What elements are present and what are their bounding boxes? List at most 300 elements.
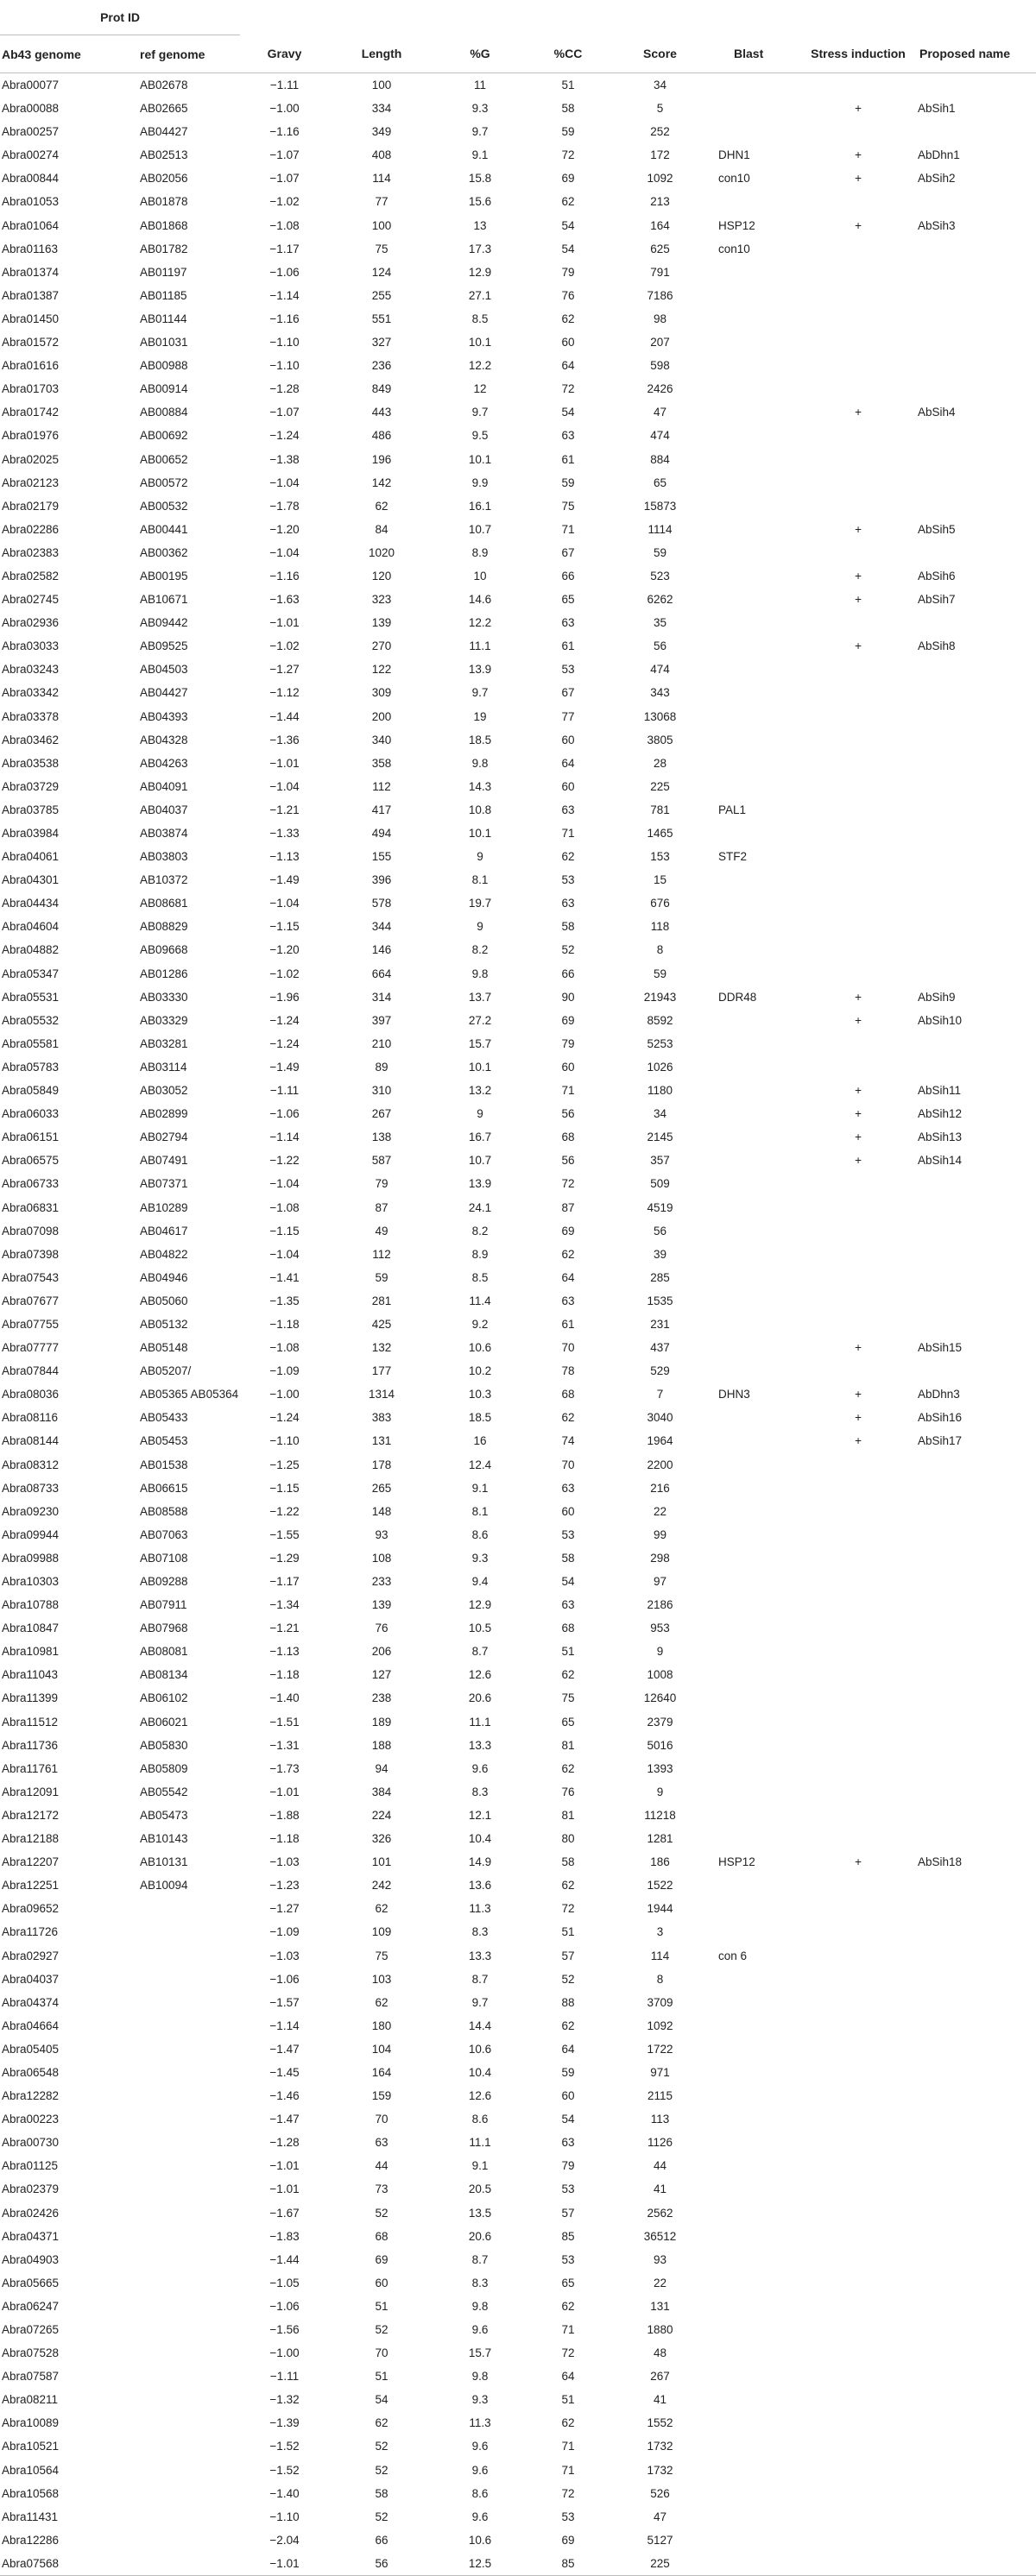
cell-score: 22 bbox=[654, 1504, 667, 1518]
cell-percent-cc: 72 bbox=[561, 2346, 575, 2360]
cell-percent-g: 11.1 bbox=[469, 2136, 491, 2150]
cell-gravy: −1.29 bbox=[269, 1551, 300, 1565]
cell-proposed-name: AbSih14 bbox=[918, 1154, 963, 1168]
cell-blast bbox=[710, 1149, 799, 1172]
cell-stress-induction: + bbox=[855, 1107, 862, 1121]
cell-blast bbox=[710, 1009, 799, 1032]
cell-blast: con10 bbox=[718, 242, 750, 255]
cell-ab43-genome: Abra07777 bbox=[2, 1341, 60, 1355]
cell-length: 206 bbox=[371, 1645, 392, 1659]
cell-length: 238 bbox=[371, 1691, 392, 1705]
table-row bbox=[0, 1102, 1036, 1125]
table-row bbox=[0, 2388, 1036, 2411]
cell-ab43-genome: Abra12091 bbox=[2, 1785, 60, 1798]
cell-score: 357 bbox=[650, 1154, 670, 1168]
cell-ref-genome: AB05809 bbox=[140, 1761, 188, 1775]
cell-percent-g: 13.9 bbox=[468, 1177, 492, 1191]
cell-ref-genome: AB01782 bbox=[140, 242, 188, 255]
cell-percent-cc: 58 bbox=[561, 1551, 575, 1565]
col-header-ref-genome: ref genome bbox=[138, 35, 240, 73]
cell-stress-induction: + bbox=[855, 1154, 862, 1168]
cell-gravy: −1.18 bbox=[269, 1317, 300, 1331]
cell-score: 11218 bbox=[644, 1808, 676, 1822]
table-row bbox=[0, 2482, 1036, 2505]
cell-stress-induction bbox=[799, 2482, 918, 2505]
cell-ab43-genome: Abra07098 bbox=[2, 1224, 60, 1238]
cell-score: 231 bbox=[650, 1317, 670, 1331]
cell-blast: con 6 bbox=[718, 1949, 748, 1962]
cell-stress-induction bbox=[799, 190, 918, 213]
cell-score: 59 bbox=[654, 967, 667, 980]
cell-percent-g: 9.5 bbox=[471, 429, 489, 443]
cell-percent-cc: 72 bbox=[561, 2486, 575, 2500]
cell-ab43-genome: Abra04434 bbox=[2, 897, 60, 910]
cell-stress-induction bbox=[799, 2341, 918, 2365]
table-row bbox=[0, 752, 1036, 775]
cell-percent-cc: 58 bbox=[561, 920, 575, 934]
cell-blast bbox=[710, 400, 799, 424]
cell-percent-cc: 63 bbox=[561, 616, 575, 630]
cell-blast bbox=[710, 1313, 799, 1336]
cell-gravy: −1.04 bbox=[269, 897, 300, 910]
cell-ab43-genome: Abra00274 bbox=[2, 148, 60, 162]
cell-ref-genome: AB08081 bbox=[140, 1645, 188, 1659]
cell-gravy: −1.52 bbox=[269, 2463, 300, 2477]
cell-ab43-genome: Abra07265 bbox=[2, 2323, 60, 2336]
cell-gravy: −1.47 bbox=[269, 2113, 300, 2126]
cell-proposed-name bbox=[918, 471, 1036, 494]
cell-stress-induction: + bbox=[855, 1855, 862, 1869]
cell-percent-cc: 69 bbox=[561, 1013, 575, 1027]
cell-gravy: −1.02 bbox=[269, 195, 300, 209]
table-row bbox=[0, 1406, 1036, 1429]
cell-gravy: −1.16 bbox=[269, 569, 300, 583]
cell-gravy: −1.07 bbox=[269, 406, 300, 419]
cell-ref-genome: AB03329 bbox=[140, 1013, 188, 1027]
cell-ref-genome: AB01197 bbox=[140, 265, 187, 279]
cell-score: 5016 bbox=[647, 1738, 673, 1752]
cell-proposed-name bbox=[918, 2271, 1036, 2295]
cell-length: 349 bbox=[371, 125, 392, 139]
cell-proposed-name bbox=[918, 2131, 1036, 2154]
cell-length: 281 bbox=[371, 1294, 392, 1307]
cell-stress-induction bbox=[799, 891, 918, 915]
cell-ref-genome: AB02513 bbox=[140, 148, 188, 162]
cell-score: 781 bbox=[650, 803, 670, 816]
cell-length: 52 bbox=[375, 2440, 388, 2453]
cell-gravy: −1.49 bbox=[269, 1060, 300, 1074]
cell-blast bbox=[710, 494, 799, 518]
cell-blast bbox=[710, 681, 799, 704]
cell-ab43-genome: Abra04903 bbox=[2, 2252, 60, 2266]
cell-percent-cc: 90 bbox=[561, 990, 575, 1004]
cell-stress-induction bbox=[799, 1874, 918, 1897]
cell-gravy: −1.16 bbox=[269, 312, 300, 325]
cell-score: 93 bbox=[654, 2252, 667, 2266]
cell-length: 75 bbox=[375, 242, 388, 255]
cell-ab43-genome: Abra04371 bbox=[2, 2229, 60, 2243]
cell-length: 93 bbox=[375, 1527, 388, 1541]
table-row bbox=[0, 681, 1036, 704]
cell-length: 51 bbox=[375, 2370, 388, 2384]
cell-blast bbox=[710, 775, 799, 798]
cell-length: 849 bbox=[371, 382, 392, 396]
cell-percent-cc: 59 bbox=[561, 2065, 575, 2079]
cell-ref-genome: AB05453 bbox=[140, 1434, 188, 1448]
cell-ab43-genome: Abra01616 bbox=[2, 359, 60, 373]
cell-proposed-name bbox=[918, 2341, 1036, 2365]
cell-percent-cc: 60 bbox=[561, 1504, 575, 1518]
cell-ab43-genome: Abra11761 bbox=[2, 1761, 59, 1775]
cell-ab43-genome: Abra01387 bbox=[2, 288, 60, 302]
cell-percent-cc: 67 bbox=[561, 545, 575, 559]
cell-blast: DDR48 bbox=[718, 990, 757, 1004]
cell-percent-cc: 52 bbox=[561, 1972, 575, 1986]
cell-proposed-name bbox=[918, 891, 1036, 915]
cell-gravy: −1.39 bbox=[269, 2416, 300, 2430]
cell-blast bbox=[710, 424, 799, 447]
cell-percent-cc: 59 bbox=[561, 125, 575, 139]
cell-percent-g: 9.3 bbox=[471, 102, 489, 116]
cell-ref-genome: AB04822 bbox=[140, 1247, 188, 1261]
cell-score: 3040 bbox=[647, 1411, 673, 1425]
col-header-blast: Blast bbox=[710, 35, 799, 73]
cell-proposed-name: AbSih2 bbox=[918, 172, 956, 186]
cell-percent-g: 13.5 bbox=[468, 2206, 492, 2220]
cell-ab43-genome: Abra01976 bbox=[2, 429, 60, 443]
col-header-stress-induction: Stress induction bbox=[799, 35, 918, 73]
cell-proposed-name bbox=[918, 284, 1036, 307]
cell-score: 2379 bbox=[647, 1715, 673, 1729]
table-row bbox=[0, 1313, 1036, 1336]
cell-proposed-name: AbSih16 bbox=[918, 1411, 963, 1425]
cell-ab43-genome: Abra01064 bbox=[2, 218, 60, 232]
cell-percent-g: 14.6 bbox=[468, 593, 492, 607]
cell-score: 2115 bbox=[648, 2089, 673, 2103]
table-row bbox=[0, 261, 1036, 284]
cell-ref-genome: AB10289 bbox=[140, 1200, 188, 1214]
cell-percent-g: 10.1 bbox=[468, 827, 492, 840]
cell-gravy: −1.40 bbox=[269, 1691, 300, 1705]
cell-proposed-name bbox=[918, 2225, 1036, 2248]
cell-proposed-name bbox=[918, 1991, 1036, 2014]
cell-stress-induction: + bbox=[855, 102, 862, 116]
cell-proposed-name bbox=[918, 331, 1036, 354]
cell-gravy: −1.41 bbox=[269, 1270, 300, 1284]
cell-percent-cc: 53 bbox=[561, 663, 575, 677]
cell-percent-cc: 56 bbox=[561, 1107, 575, 1121]
cell-percent-cc: 51 bbox=[561, 2393, 575, 2407]
cell-percent-g: 8.9 bbox=[471, 545, 489, 559]
cell-percent-cc: 53 bbox=[561, 1527, 575, 1541]
cell-ab43-genome: Abra07568 bbox=[0, 2552, 138, 2576]
table-row bbox=[0, 331, 1036, 354]
cell-blast: HSP12 bbox=[718, 1855, 755, 1869]
cell-stress-induction bbox=[799, 2084, 918, 2107]
cell-score: 22 bbox=[654, 2276, 667, 2289]
cell-percent-g: 8.1 bbox=[471, 873, 489, 887]
cell-percent-g: 27.1 bbox=[468, 288, 492, 302]
cell-ref-genome: AB08134 bbox=[140, 1668, 188, 1682]
cell-percent-cc: 52 bbox=[561, 943, 575, 957]
cell-gravy: −1.55 bbox=[269, 1527, 300, 1541]
cell-percent-cc: 64 bbox=[561, 2042, 575, 2056]
cell-stress-induction bbox=[799, 2225, 918, 2248]
cell-score: 1008 bbox=[647, 1668, 673, 1682]
cell-length: 188 bbox=[371, 1738, 392, 1752]
cell-ref-genome bbox=[138, 2248, 240, 2271]
cell-ab43-genome: Abra10521 bbox=[2, 2440, 60, 2453]
table-row bbox=[0, 424, 1036, 447]
cell-proposed-name bbox=[918, 1920, 1036, 1943]
cell-proposed-name bbox=[918, 1640, 1036, 1663]
cell-ref-genome: AB01868 bbox=[140, 218, 188, 232]
cell-blast: HSP12 bbox=[718, 218, 755, 232]
cell-score: 8592 bbox=[647, 1013, 673, 1027]
cell-percent-g: 10.4 bbox=[468, 2065, 492, 2079]
cell-stress-induction bbox=[799, 2529, 918, 2552]
cell-ref-genome: AB00195 bbox=[140, 569, 188, 583]
cell-ref-genome bbox=[138, 2037, 240, 2061]
cell-percent-g: 8.3 bbox=[471, 1785, 489, 1798]
cell-blast bbox=[710, 1710, 799, 1734]
table-row bbox=[0, 2459, 1036, 2482]
header-group-row bbox=[0, 0, 1036, 35]
cell-stress-induction: + bbox=[855, 172, 862, 186]
cell-stress-induction bbox=[799, 2107, 918, 2131]
cell-stress-induction: + bbox=[855, 1084, 862, 1098]
table-row bbox=[0, 1149, 1036, 1172]
cell-length: 178 bbox=[371, 1458, 392, 1471]
cell-ref-genome: AB00988 bbox=[140, 359, 188, 373]
cell-proposed-name: AbSih9 bbox=[918, 990, 956, 1004]
cell-percent-g: 16.7 bbox=[468, 1131, 492, 1144]
cell-length: 49 bbox=[375, 1224, 388, 1238]
cell-proposed-name bbox=[918, 1944, 1036, 1968]
cell-percent-cc: 80 bbox=[561, 1832, 575, 1846]
cell-score: 59 bbox=[654, 545, 667, 559]
cell-length: 104 bbox=[371, 2042, 392, 2056]
cell-blast bbox=[710, 73, 799, 98]
cell-blast bbox=[710, 190, 799, 213]
cell-score: 114 bbox=[650, 1949, 670, 1962]
cell-proposed-name bbox=[918, 2318, 1036, 2341]
cell-score: 298 bbox=[650, 1551, 670, 1565]
cell-score: 99 bbox=[654, 1527, 667, 1541]
cell-percent-cc: 78 bbox=[561, 1364, 575, 1378]
cell-ref-genome: AB04503 bbox=[140, 663, 188, 677]
cell-proposed-name bbox=[918, 1453, 1036, 1477]
cell-blast bbox=[710, 2434, 799, 2458]
cell-percent-g: 8.7 bbox=[471, 1972, 489, 1986]
cell-ref-genome: AB00652 bbox=[140, 452, 188, 466]
cell-proposed-name bbox=[918, 1219, 1036, 1243]
cell-ref-genome bbox=[138, 2318, 240, 2341]
cell-blast bbox=[710, 1523, 799, 1546]
cell-stress-induction bbox=[799, 2014, 918, 2037]
cell-percent-cc: 62 bbox=[561, 2416, 575, 2430]
cell-percent-g: 18.5 bbox=[468, 1411, 492, 1425]
table-row bbox=[0, 2201, 1036, 2225]
table-row bbox=[0, 1289, 1036, 1313]
table-row bbox=[0, 120, 1036, 143]
cell-proposed-name bbox=[918, 354, 1036, 377]
table-row bbox=[0, 2061, 1036, 2084]
cell-ref-genome: AB07108 bbox=[140, 1551, 188, 1565]
cell-stress-induction bbox=[799, 658, 918, 681]
cell-stress-induction: + bbox=[855, 1434, 862, 1448]
cell-stress-induction bbox=[799, 1593, 918, 1616]
cell-percent-g: 13.3 bbox=[468, 1949, 492, 1962]
table-row bbox=[0, 541, 1036, 564]
cell-length: 58 bbox=[375, 2486, 388, 2500]
cell-score: 98 bbox=[654, 312, 667, 325]
cell-proposed-name bbox=[918, 2201, 1036, 2225]
cell-percent-g: 9.8 bbox=[471, 756, 489, 770]
cell-percent-cc: 64 bbox=[561, 2370, 575, 2384]
cell-ref-genome: AB08681 bbox=[140, 897, 188, 910]
table-row bbox=[0, 1500, 1036, 1523]
cell-ab43-genome: Abra03378 bbox=[2, 709, 60, 723]
cell-ref-genome: AB10143 bbox=[140, 1832, 188, 1846]
cell-length: 108 bbox=[371, 1551, 392, 1565]
cell-score: 4519 bbox=[647, 1200, 673, 1214]
cell-blast: con10 bbox=[718, 172, 750, 186]
cell-blast: DHN1 bbox=[718, 148, 750, 162]
cell-ref-genome bbox=[138, 2154, 240, 2177]
cell-ref-genome bbox=[138, 2341, 240, 2365]
cell-length: 77 bbox=[375, 195, 388, 209]
cell-length: 664 bbox=[371, 967, 392, 980]
cell-percent-cc: 62 bbox=[561, 1879, 575, 1893]
cell-stress-induction bbox=[799, 2434, 918, 2458]
cell-score: 8 bbox=[656, 1972, 664, 1986]
cell-length: 397 bbox=[371, 1013, 392, 1027]
cell-ab43-genome: Abra09988 bbox=[2, 1551, 60, 1565]
cell-ref-genome: AB07063 bbox=[140, 1527, 188, 1541]
table-row bbox=[0, 1920, 1036, 1943]
cell-stress-induction bbox=[799, 938, 918, 961]
table-row bbox=[0, 564, 1036, 588]
cell-score: 1393 bbox=[647, 1761, 673, 1775]
cell-blast bbox=[710, 1616, 799, 1640]
cell-percent-cc: 51 bbox=[561, 1925, 575, 1939]
cell-length: 59 bbox=[375, 1270, 388, 1284]
cell-percent-g: 8.6 bbox=[471, 2486, 489, 2500]
table-row bbox=[0, 1944, 1036, 1968]
cell-percent-g: 13.3 bbox=[468, 1738, 492, 1752]
cell-ab43-genome: Abra02927 bbox=[2, 1949, 60, 1962]
cell-length: 242 bbox=[371, 1879, 392, 1893]
table-row bbox=[0, 284, 1036, 307]
cell-gravy: −1.09 bbox=[269, 1925, 300, 1939]
cell-gravy: −1.16 bbox=[269, 125, 300, 139]
cell-length: 79 bbox=[375, 1177, 388, 1191]
cell-gravy: −1.02 bbox=[269, 967, 300, 980]
cell-ab43-genome: Abra06733 bbox=[2, 1177, 60, 1191]
cell-percent-g: 10.6 bbox=[468, 2042, 492, 2056]
cell-stress-induction: + bbox=[855, 1131, 862, 1144]
cell-ab43-genome: Abra10568 bbox=[2, 2486, 60, 2500]
cell-gravy: −1.21 bbox=[269, 803, 300, 816]
cell-percent-cc: 74 bbox=[561, 1434, 575, 1448]
table-row bbox=[0, 1663, 1036, 1686]
cell-stress-induction: + bbox=[855, 218, 862, 232]
cell-percent-g: 9.2 bbox=[471, 1317, 489, 1331]
cell-gravy: −1.15 bbox=[269, 1224, 300, 1238]
cell-stress-induction bbox=[799, 1359, 918, 1382]
cell-gravy: −1.20 bbox=[269, 522, 300, 536]
cell-ab43-genome: Abra01572 bbox=[2, 336, 60, 350]
table-row bbox=[0, 1032, 1036, 1055]
cell-percent-g: 9.1 bbox=[471, 1481, 489, 1495]
col-header-score: Score bbox=[610, 35, 710, 73]
cell-percent-cc: 60 bbox=[561, 2089, 575, 2103]
cell-percent-g: 14.4 bbox=[468, 2019, 492, 2032]
cell-score: 1732 bbox=[647, 2463, 673, 2477]
cell-stress-induction bbox=[799, 237, 918, 261]
table-row bbox=[0, 2177, 1036, 2201]
cell-ref-genome bbox=[138, 2388, 240, 2411]
cell-length: 52 bbox=[375, 2510, 388, 2523]
cell-score: 15 bbox=[654, 873, 667, 887]
cell-ref-genome bbox=[138, 2295, 240, 2318]
cell-length: 1314 bbox=[368, 1388, 395, 1401]
table-row bbox=[0, 1616, 1036, 1640]
cell-gravy: −1.07 bbox=[269, 148, 300, 162]
cell-blast bbox=[710, 1570, 799, 1593]
cell-ref-genome: AB03052 bbox=[140, 1084, 188, 1098]
cell-score: 213 bbox=[650, 195, 670, 209]
cell-stress-induction bbox=[799, 845, 918, 868]
cell-percent-cc: 68 bbox=[561, 1131, 575, 1144]
cell-proposed-name: AbSih15 bbox=[918, 1341, 963, 1355]
cell-gravy: −1.14 bbox=[269, 2019, 300, 2032]
cell-length: 56 bbox=[329, 2552, 434, 2576]
cell-gravy: −1.11 bbox=[269, 2370, 300, 2384]
table-row bbox=[0, 2295, 1036, 2318]
cell-blast bbox=[710, 1359, 799, 1382]
cell-stress-induction bbox=[799, 1500, 918, 1523]
cell-ab43-genome: Abra07755 bbox=[2, 1317, 60, 1331]
cell-stress-induction bbox=[799, 1289, 918, 1313]
cell-blast bbox=[710, 2318, 799, 2341]
cell-percent-cc: 77 bbox=[561, 709, 575, 723]
cell-blast bbox=[710, 1102, 799, 1125]
cell-ref-genome bbox=[138, 2482, 240, 2505]
cell-ab43-genome: Abra05347 bbox=[2, 967, 60, 980]
cell-length: 124 bbox=[371, 265, 392, 279]
cell-score: 1732 bbox=[647, 2440, 673, 2453]
cell-percent-cc: 58 bbox=[561, 1855, 575, 1869]
cell-ab43-genome: Abra10564 bbox=[2, 2463, 60, 2477]
cell-ab43-genome: Abra04604 bbox=[2, 920, 60, 934]
cell-ref-genome: AB04393 bbox=[140, 709, 188, 723]
cell-length: 270 bbox=[371, 639, 392, 653]
cell-length: 75 bbox=[375, 1949, 388, 1962]
cell-score: 172 bbox=[650, 148, 670, 162]
cell-ab43-genome: Abra00088 bbox=[2, 102, 60, 116]
cell-percent-cc: 51 bbox=[561, 79, 575, 91]
cell-ab43-genome: Abra01125 bbox=[2, 2159, 59, 2173]
cell-gravy: −1.08 bbox=[269, 218, 300, 232]
cell-percent-g: 12.9 bbox=[468, 1598, 492, 1612]
cell-ab43-genome: Abra07844 bbox=[2, 1364, 60, 1378]
cell-length: 103 bbox=[371, 1972, 392, 1986]
cell-ab43-genome: Abra05581 bbox=[2, 1036, 60, 1050]
cell-score: 225 bbox=[610, 2552, 710, 2576]
cell-gravy: −1.33 bbox=[269, 827, 300, 840]
